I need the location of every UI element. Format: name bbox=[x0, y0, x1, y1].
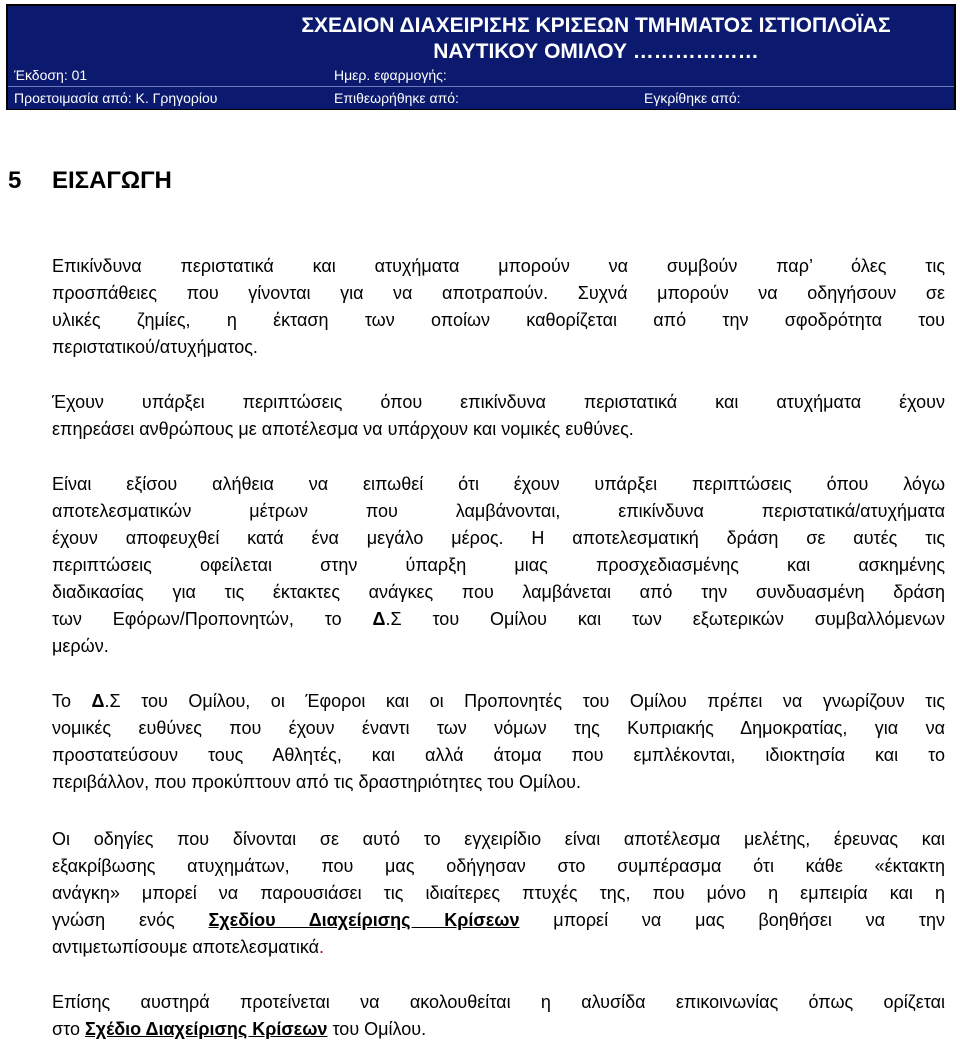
section-heading bbox=[8, 166, 172, 196]
paragraph-line: εξακρίβωσης ατυχημάτων, που μας οδήγησαν στο συμπέρασμα ότι κάθε «έκτακτη bbox=[52, 856, 945, 876]
reviewed-by: Επιθεωρήθηκε από: bbox=[334, 90, 459, 106]
line-text: .Σ του Ομίλου, οι Έφοροι και οι Προπονητές του Ομίλου πρέπει να γνωρίζουν τις bbox=[104, 691, 945, 711]
prepared-by: Προετοιμασία από: Κ. Γρηγορίου bbox=[14, 90, 218, 106]
line-text: Το bbox=[52, 691, 92, 711]
paragraph-line: περιστατικού/ατυχήματος. bbox=[52, 337, 258, 357]
paragraph-line: υλικές ζημίες, η έκταση των οποίων καθορίζεται από την σφοδρότητα του bbox=[52, 310, 945, 330]
bold-delta: Δ bbox=[372, 609, 386, 629]
paragraph-line: διαδικασίας για τις έκτακτες ανάγκες που λαμβάνεται από την συνδυασμένη δράση bbox=[52, 582, 945, 602]
paragraph-6 bbox=[52, 989, 945, 1043]
line-text: των Εφόρων/Προπονητών, το bbox=[52, 609, 373, 629]
paragraph-line bbox=[52, 907, 945, 934]
paragraph-5 bbox=[52, 826, 945, 961]
document-header bbox=[6, 4, 956, 110]
header-row-edition bbox=[8, 64, 954, 86]
paragraph-4 bbox=[52, 688, 945, 796]
line-text: .Σ του Ομίλου και των εξωτερικών συμβαλλόμενων bbox=[385, 609, 945, 629]
paragraph-line: ανάγκη» μπορεί να παρουσιάσει τις ιδιαίτερες πτυχές της, που μόνο η εμπειρία και η bbox=[52, 883, 945, 903]
paragraph-line bbox=[52, 606, 945, 633]
paragraph-1 bbox=[52, 253, 945, 361]
line-text: στο bbox=[52, 1019, 85, 1039]
paragraph-line: νομικές ευθύνες που έχουν έναντι των νόμων της Κυπριακής Δημοκρατίας, για να bbox=[52, 718, 945, 738]
paragraph-line: Οι οδηγίες που δίνονται σε αυτό το εγχειρίδιο είναι αποτέλεσμα μελέτης, έρευνας και bbox=[52, 829, 945, 849]
paragraph-line: προστατεύσουν τους Αθλητές, και αλλά άτομα που εμπλέκονται, ιδιοκτησία και το bbox=[52, 745, 945, 765]
section-title: ΕΙΣΑΓΩΓΗ bbox=[52, 167, 172, 194]
paragraph-line bbox=[52, 1016, 945, 1043]
section-number: 5 bbox=[8, 167, 22, 194]
line-text: μπορεί να μας βοηθήσει να την bbox=[519, 910, 945, 930]
bold-delta: Δ bbox=[91, 691, 105, 711]
paragraph-2 bbox=[52, 389, 945, 443]
red-period: . bbox=[319, 937, 325, 957]
paragraph-line: επηρεάσει ανθρώπους με αποτέλεσμα να υπάρχουν και νομικές ευθύνες. bbox=[52, 419, 634, 439]
edition-label: Έκδοση: 01 bbox=[14, 67, 88, 83]
line-text: γνώση ενός bbox=[52, 910, 209, 930]
line-text: αντιμετωπίσουμε αποτελεσματικά bbox=[52, 937, 320, 957]
approved-by: Εγκρίθηκε από: bbox=[644, 90, 741, 106]
paragraph-line: προσπάθειες που γίνονται για να αποτραπούν. Συχνά μπορούν να οδηγήσουν σε bbox=[52, 283, 945, 303]
paragraph-line: Είναι εξίσου αλήθεια να ειπωθεί ότι έχουν υπάρξει περιπτώσεις όπου λόγω bbox=[52, 474, 945, 494]
crisis-plan-reference: Σχέδιο Διαχείρισης Κρίσεων bbox=[84, 1019, 328, 1039]
paragraph-line bbox=[52, 688, 945, 715]
paragraph-line: έχουν αποφευχθεί κατά ένα μεγάλο μέρος. Η αποτελεσματική δράση σε αυτές τις bbox=[52, 528, 945, 548]
paragraph-line bbox=[52, 934, 945, 961]
paragraph-line: περιβάλλον, που προκύπτουν από τις δραστηριότητες του Ομίλου. bbox=[52, 772, 581, 792]
line-text: του Ομίλου. bbox=[327, 1019, 427, 1039]
paragraph-line: Επικίνδυνα περιστατικά και ατυχήματα μπορούν να συμβούν παρ’ όλες τις bbox=[52, 256, 945, 276]
crisis-plan-reference: Σχεδίου Διαχείρισης Κρίσεων bbox=[208, 910, 520, 930]
paragraph-line: μερών. bbox=[52, 636, 109, 656]
paragraph-3 bbox=[52, 471, 945, 660]
header-title-band bbox=[8, 6, 954, 64]
paragraph-line: αποτελεσματικών μέτρων που λαμβάνονται, επικίνδυνα περιστατικά/ατυχήματα bbox=[52, 501, 945, 521]
paragraph-line: Επίσης αυστηρά προτείνεται να ακολουθείται η αλυσίδα επικοινωνίας όπως ορίζεται bbox=[52, 992, 945, 1012]
header-title-line1: ΣΧΕΔΙΟΝ ΔΙΑΧΕΙΡΙΣΗΣ ΚΡΙΣΕΩΝ ΤΜΗΜΑΤΟΣ ΙΣΤΙΟΠΛΟΪΑΣ bbox=[301, 14, 891, 37]
header-title-line2: ΝΑΥΤΙΚΟΥ ΟΜΙΛΟΥ ……………… bbox=[433, 40, 759, 63]
paragraph-line: περιπτώσεις οφείλεται στην ύπαρξη μιας προσχεδιασμένης και ασκημένης bbox=[52, 555, 945, 575]
paragraph-line: Έχουν υπάρξει περιπτώσεις όπου επικίνδυνα περιστατικά και ατυχήματα έχουν bbox=[52, 392, 945, 412]
date-label: Ημερ. εφαρμογής: bbox=[334, 67, 447, 83]
header-row-approvals bbox=[8, 86, 954, 109]
